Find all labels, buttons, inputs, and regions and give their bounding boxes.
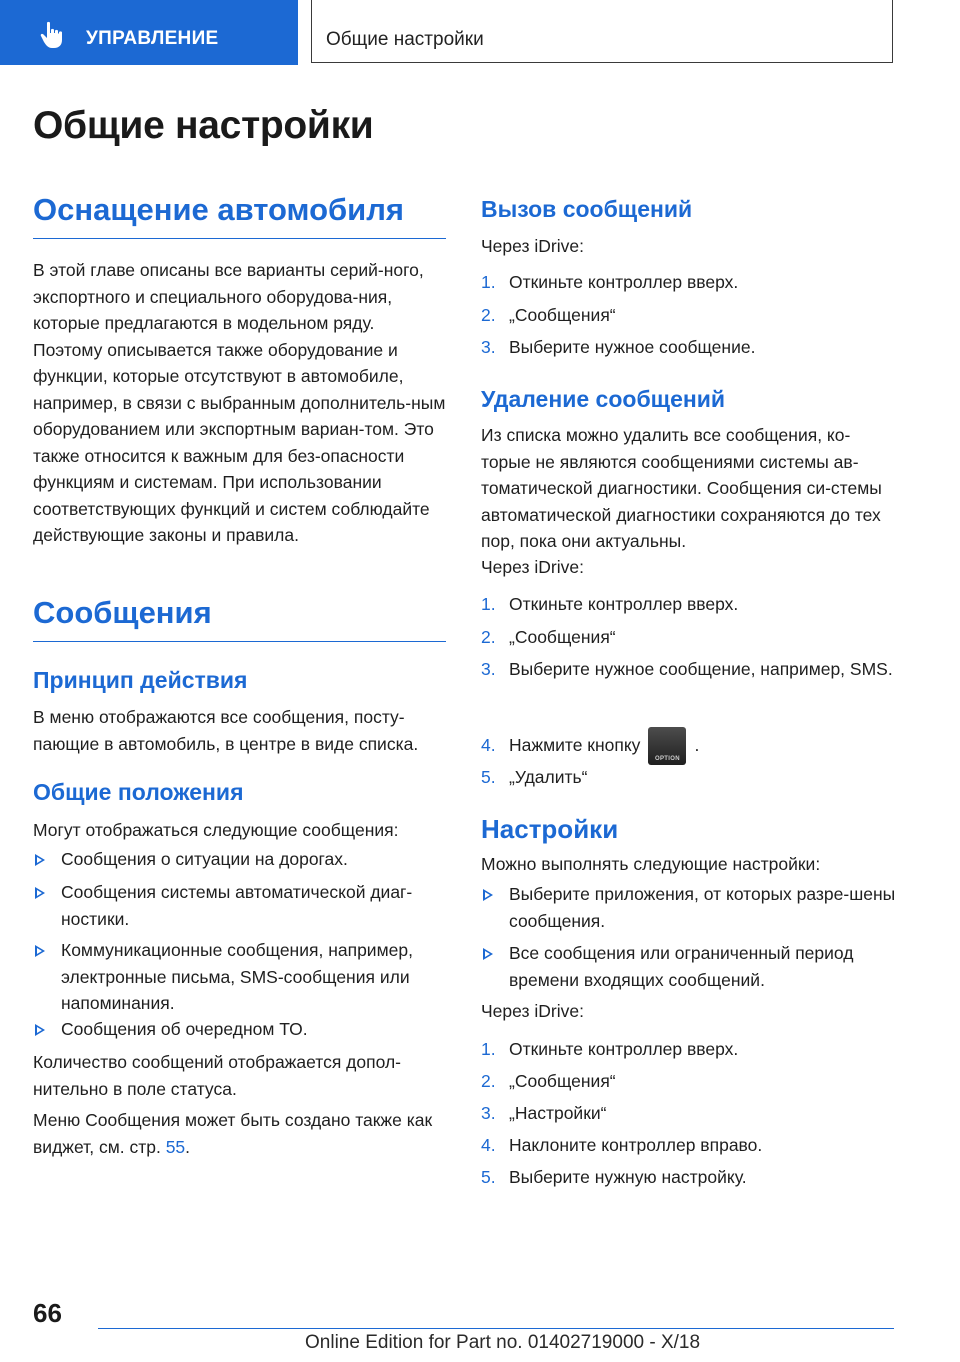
list-item: Выберите приложения, от которых разре-шены сообщения.	[481, 881, 896, 934]
list-item: 5. „Удалить“	[481, 767, 588, 787]
subheading-settings: Настройки	[481, 814, 619, 844]
list-item: 3. Выберите нужное сообщение.	[481, 337, 756, 357]
bullet-triangle-icon	[35, 1024, 45, 1036]
section-heading-equipment: Оснащение автомобиля	[33, 192, 446, 239]
delete-paragraph: Из списка можно удалить все сообщения, ко-торые не являются сообщениями системы ав-томатической диагностики. Сообщения си-стемы автоматической диагностики сохраняются до тех пор, пока они актуальны.	[481, 425, 882, 551]
list-item: Сообщения о ситуации на дорогах.	[33, 846, 448, 873]
hand-pointer-icon	[38, 20, 68, 50]
list-item: 5. Выберите нужную настройку.	[481, 1167, 747, 1187]
subheading-principle: Принцип действия	[33, 667, 248, 693]
list-item: Все сообщения или ограниченный период времени входящих сообщений.	[481, 940, 896, 993]
list-item: Сообщения системы автоматической диаг-ностики.	[33, 879, 448, 932]
footer-divider	[98, 1328, 894, 1329]
list-item: 3. „Настройки“	[481, 1103, 607, 1123]
page-number: 66	[33, 1298, 62, 1328]
equipment-paragraph: В этой главе описаны все варианты серий-ного, экспортного и специального оборудова-ния, которые предлагаются в модельном ряду. Поэтому описывается также оборудование и функции, которые отсутствуют в автомобиле, например, в связи с выбранным дополнитель-ным оборудованием или экспортным вариан-том. Это также относится к важным для без-опасности функциям и системам. При использовании соответствующих функций и систем соблюдайте действующие законы и правила.	[33, 260, 446, 545]
bullet-triangle-icon	[35, 887, 45, 899]
list-item: 2. „Сообщения“	[481, 627, 616, 647]
chapter-tab[interactable]	[0, 0, 298, 65]
list-item: 1. Откиньте контроллер вверх.	[481, 1039, 739, 1059]
section-heading-messages: Сообщения	[33, 595, 446, 642]
page-link[interactable]: 55	[165, 1136, 186, 1157]
bullet-triangle-icon	[483, 889, 493, 901]
general-intro: Могут отображаться следующие сообщения:	[33, 820, 399, 840]
section-header	[311, 0, 893, 63]
via-idrive: Через iDrive:	[481, 557, 584, 577]
footer-edition: Online Edition for Part no. 01402719000 - X/18	[305, 1332, 701, 1353]
subheading-general: Общие положения	[33, 779, 244, 805]
widget-paragraph: Меню Сообщения может быть создано также как виджет, см. стр. 55.	[33, 1110, 433, 1157]
subheading-delete-messages: Удаление сообщений	[481, 386, 726, 412]
list-item: 4. Нажмите кнопку OPTION .	[481, 725, 896, 765]
chapter-tab-label: УПРАВЛЕНИЕ	[86, 28, 219, 49]
subheading-call-messages: Вызов сообщений	[481, 196, 693, 222]
list-item: Коммуникационные сообщения, например, электронные письма, SMS-сообщения или напоминания.	[33, 937, 448, 1017]
via-idrive: Через iDrive:	[481, 1001, 584, 1021]
bullet-triangle-icon	[35, 945, 45, 957]
list-item: 1. Откиньте контроллер вверх.	[481, 594, 739, 614]
settings-intro: Можно выполнять следующие настройки:	[481, 854, 821, 874]
page-title: Общие настройки	[33, 104, 374, 147]
bullet-triangle-icon	[35, 854, 45, 866]
option-button-icon: OPTION	[648, 727, 686, 765]
list-item: 2. „Сообщения“	[481, 305, 616, 325]
list-item: 1. Откиньте контроллер вверх.	[481, 272, 739, 292]
via-idrive: Через iDrive:	[481, 236, 584, 256]
list-item: 3. Выберите нужное сообщение, например, SMS.	[481, 659, 893, 679]
list-item: Сообщения об очередном ТО.	[33, 1016, 448, 1043]
list-item: 4. Наклоните контроллер вправо.	[481, 1135, 763, 1155]
bullet-triangle-icon	[483, 948, 493, 960]
principle-paragraph: В меню отображаются все сообщения, посту-пающие в автомобиль, в центре в виде списка.	[33, 707, 419, 754]
section-header-label: Общие настройки	[326, 29, 484, 50]
count-paragraph: Количество сообщений отображается допол-нительно в поле статуса.	[33, 1052, 401, 1099]
list-item: 2. „Сообщения“	[481, 1071, 616, 1091]
